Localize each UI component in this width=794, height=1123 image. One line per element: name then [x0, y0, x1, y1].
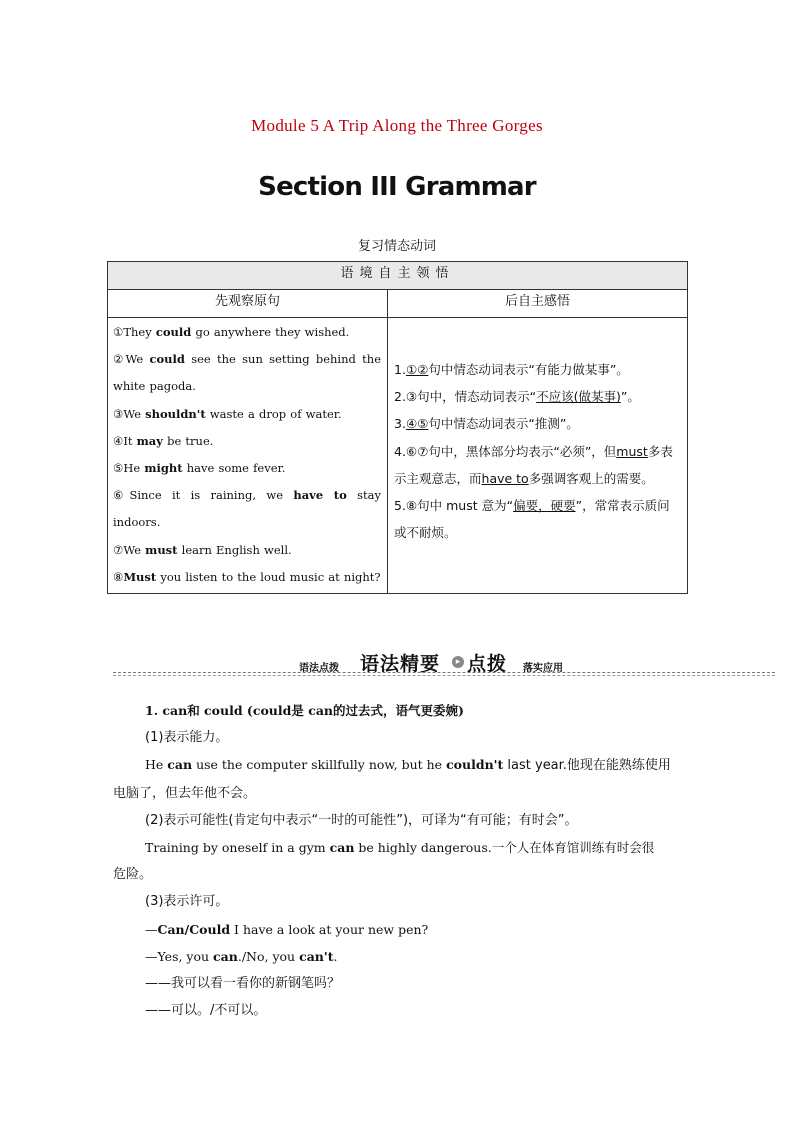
examples-cell — [108, 318, 388, 594]
divider-main-label: 语法精要 — [360, 653, 441, 675]
col-header-observe: 先观察原句 — [108, 290, 388, 318]
example-sentence: ②We could see the sun setting behind the white pagoda. — [113, 352, 382, 394]
notes-cell — [388, 318, 688, 594]
point-ability: (1)表示能力。 — [145, 730, 229, 746]
example-sentence: ⑦We must learn English well. — [113, 542, 292, 557]
note-1: 1.①②句中情态动词表示“有能力做某事”。 — [394, 362, 629, 377]
example-list — [108, 318, 387, 593]
divider-line-2 — [113, 675, 775, 676]
col-header-reflect: 后自主感悟 — [388, 290, 688, 318]
table-head: 语境自主领悟 — [108, 262, 688, 290]
point-possibility: (2)表示可能性(肯定句中表示“一时的可能性”)，可译为“有可能；有时会”。 — [145, 812, 578, 828]
note-3: 3.④⑤句中情态动词表示“推测”。 — [394, 416, 579, 432]
notes-list — [388, 318, 687, 554]
example-possibility-cont: 危险。 — [113, 867, 153, 883]
example-sentence: ①They could go anywhere they wished. — [113, 325, 350, 339]
point-permission: (3)表示许可。 — [145, 894, 229, 910]
table-caption: 复习情态动词 — [357, 239, 436, 254]
dialog-line-2: —Yes, you can./No, you can't. — [145, 948, 338, 964]
dialog-translation-1: ——我可以看一看你的新钢笔吗？ — [145, 976, 341, 992]
example-sentence: ④It may be true. — [113, 433, 214, 448]
example-sentence: ⑤He might have some fever. — [113, 461, 286, 476]
dialog-line-1: —Can/Could I have a look at your new pen? — [145, 921, 429, 937]
section-divider — [113, 648, 775, 678]
note-5: 5.⑧句中 must 意为“偏要，硬要”，常常表示质问或不耐烦。 — [394, 498, 670, 541]
heading-can-could: 1. can和 could (could是 can的过去式，语气更委婉) — [145, 703, 464, 718]
example-sentence: ⑥Since it is raining, we have to stay indoors. — [113, 488, 381, 530]
example-sentence: ③We shouldn't waste a drop of water. — [113, 406, 342, 421]
example-possibility: Training by oneself in a gym can be highly dangerous.一个人在体育馆训练有时会很 — [145, 840, 655, 856]
note-4: 4.⑥⑦句中，黑体部分均表示“必须”，但must多表示主观意志，而have to多强调客观上的需要。 — [394, 443, 673, 486]
example-sentence: ⑧Must you listen to the loud music at night? — [113, 569, 381, 584]
note-2: 2.③句中，情态动词表示“不应该(做某事)”。 — [394, 389, 640, 405]
arrow-right-icon: ▸ — [452, 656, 464, 668]
section-title: Section III Grammar — [258, 172, 536, 202]
grammar-body — [113, 697, 685, 1024]
module-title: Module 5 A Trip Along the Three Gorges — [251, 116, 543, 135]
divider-line — [113, 672, 775, 673]
divider-main-label-2: 点拨 — [467, 653, 508, 675]
example-ability-cont: 电脑了，但去年他不会。 — [113, 785, 257, 801]
review-table — [107, 261, 688, 594]
divider-left-label: 语法点拨 — [299, 663, 339, 674]
example-ability: He can use the computer skillfully now, but he couldn't last year.他现在能熟练使用 — [145, 757, 671, 774]
dialog-translation-2: ——可以。/不可以。 — [145, 1003, 267, 1019]
divider-right-label: 落实应用 — [523, 663, 563, 674]
